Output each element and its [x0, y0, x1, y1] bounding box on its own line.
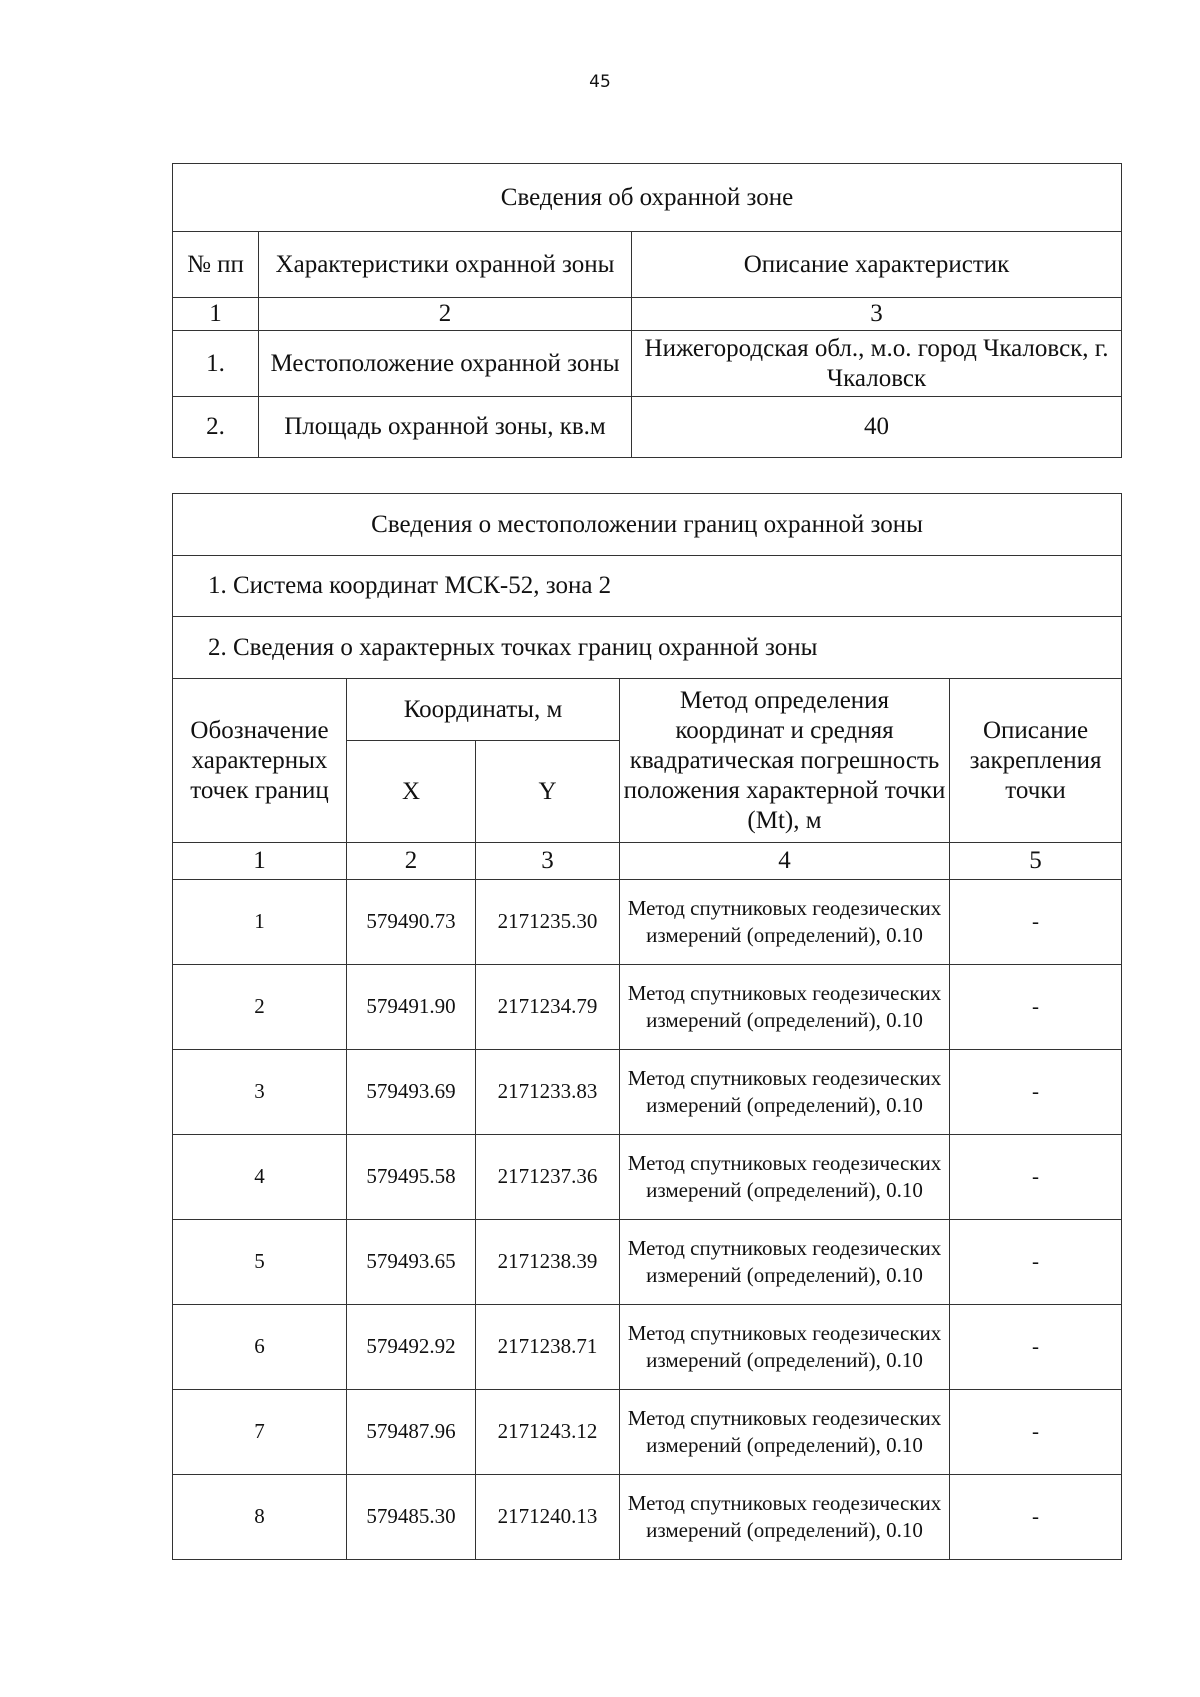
table-row [173, 1220, 1122, 1305]
row-value: 40 [632, 397, 1122, 458]
header-characteristics: Характеристики охранной зоны [259, 232, 632, 298]
header-coordinates: Координаты, м [347, 679, 620, 741]
point-y: 2171235.30 [476, 880, 620, 965]
col-number: 3 [476, 843, 620, 880]
point-id: 2 [173, 965, 347, 1050]
point-id: 7 [173, 1390, 347, 1475]
col-number: 2 [347, 843, 476, 880]
point-id: 1 [173, 880, 347, 965]
row-num: 1. [173, 331, 259, 397]
header-fixing: Описание закрепления точки [950, 679, 1122, 843]
table-row [173, 965, 1122, 1050]
zone-info-table [172, 163, 1122, 458]
table-row [173, 331, 1122, 397]
col-number: 1 [173, 843, 347, 880]
point-x: 579491.90 [347, 965, 476, 1050]
col-number: 5 [950, 843, 1122, 880]
points-heading: 2. Сведения о характерных точках границ охранной зоны [173, 617, 1122, 679]
header-y: Y [476, 741, 620, 843]
point-method: Метод спутниковых геодезических измерений (определений), 0.10 [620, 965, 950, 1050]
point-x: 579487.96 [347, 1390, 476, 1475]
table-row [173, 1050, 1122, 1135]
point-id: 5 [173, 1220, 347, 1305]
table-row [173, 1475, 1122, 1560]
point-method: Метод спутниковых геодезических измерений (определений), 0.10 [620, 1475, 950, 1560]
row-value: Нижегородская обл., м.о. город Чкаловск, г. Чкаловск [632, 331, 1122, 397]
point-x: 579485.30 [347, 1475, 476, 1560]
point-y: 2171240.13 [476, 1475, 620, 1560]
zone-table-title: Сведения об охранной зоне [173, 164, 1122, 232]
point-y: 2171238.39 [476, 1220, 620, 1305]
point-x: 579492.92 [347, 1305, 476, 1390]
point-method: Метод спутниковых геодезических измерений (определений), 0.10 [620, 880, 950, 965]
col-number: 1 [173, 298, 259, 331]
col-number: 2 [259, 298, 632, 331]
point-x: 579493.65 [347, 1220, 476, 1305]
point-method: Метод спутниковых геодезических измерений (определений), 0.10 [620, 1390, 950, 1475]
table-row [173, 397, 1122, 458]
point-fixing: - [950, 1475, 1122, 1560]
header-x: X [347, 741, 476, 843]
point-y: 2171243.12 [476, 1390, 620, 1475]
row-name: Местоположение охранной зоны [259, 331, 632, 397]
point-y: 2171238.71 [476, 1305, 620, 1390]
point-id: 8 [173, 1475, 347, 1560]
coordinate-system: 1. Система координат МСК-52, зона 2 [173, 556, 1122, 617]
point-id: 3 [173, 1050, 347, 1135]
header-designation: Обозначение характерных точек границ [173, 679, 347, 843]
point-fixing: - [950, 1050, 1122, 1135]
row-name: Площадь охранной зоны, кв.м [259, 397, 632, 458]
col-number: 3 [632, 298, 1122, 331]
header-method: Метод определения координат и средняя квадратическая погрешность положения характерной точки (Mt), м [620, 679, 950, 843]
point-y: 2171234.79 [476, 965, 620, 1050]
point-y: 2171237.36 [476, 1135, 620, 1220]
point-id: 6 [173, 1305, 347, 1390]
header-description: Описание характеристик [632, 232, 1122, 298]
boundary-table-title: Сведения о местоположении границ охранной зоны [173, 494, 1122, 556]
point-method: Метод спутниковых геодезических измерений (определений), 0.10 [620, 1220, 950, 1305]
point-x: 579493.69 [347, 1050, 476, 1135]
point-method: Метод спутниковых геодезических измерений (определений), 0.10 [620, 1305, 950, 1390]
row-num: 2. [173, 397, 259, 458]
boundary-table [172, 493, 1122, 1560]
col-number: 4 [620, 843, 950, 880]
point-fixing: - [950, 1135, 1122, 1220]
point-id: 4 [173, 1135, 347, 1220]
point-x: 579495.58 [347, 1135, 476, 1220]
table-row [173, 880, 1122, 965]
header-num: № пп [173, 232, 259, 298]
table-row [173, 1390, 1122, 1475]
point-method: Метод спутниковых геодезических измерений (определений), 0.10 [620, 1135, 950, 1220]
point-fixing: - [950, 1220, 1122, 1305]
point-fixing: - [950, 1305, 1122, 1390]
point-fixing: - [950, 1390, 1122, 1475]
point-x: 579490.73 [347, 880, 476, 965]
page-number: 45 [589, 72, 611, 92]
table-row [173, 1135, 1122, 1220]
point-fixing: - [950, 880, 1122, 965]
point-y: 2171233.83 [476, 1050, 620, 1135]
table-row [173, 1305, 1122, 1390]
point-fixing: - [950, 965, 1122, 1050]
point-method: Метод спутниковых геодезических измерений (определений), 0.10 [620, 1050, 950, 1135]
